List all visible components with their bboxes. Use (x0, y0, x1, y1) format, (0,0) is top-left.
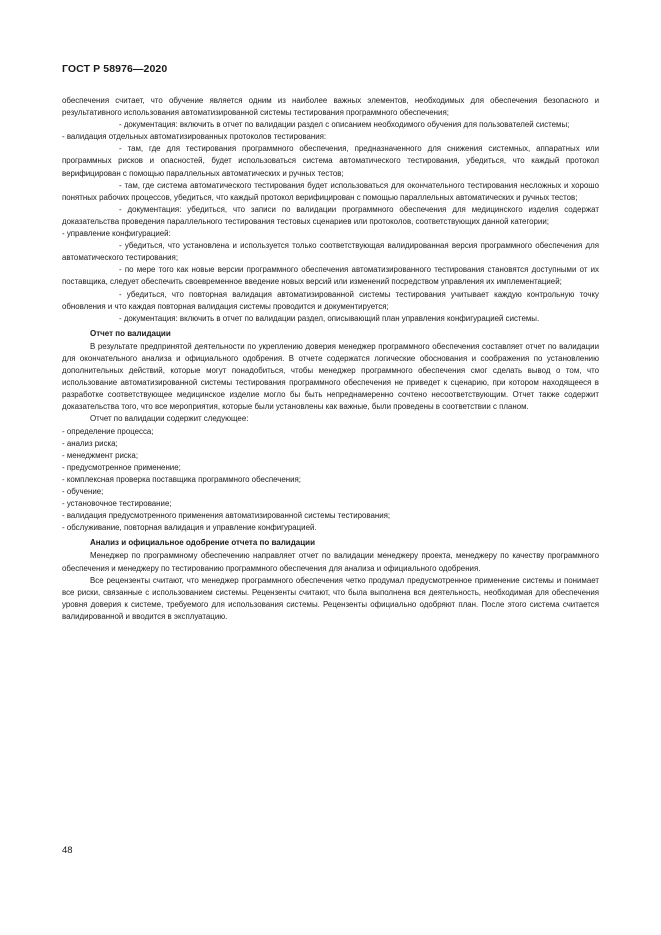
body-text (62, 95, 599, 623)
list-item: - убедиться, что повторная валидация автоматизированной системы тестирования учитывает каждую контрольную точку обновления и что каждая повторная валидация системы проводится и документируется; (62, 289, 599, 311)
section-heading: Анализ и официальное одобрение отчета по валидации (90, 538, 315, 548)
list-item: - обслуживание, повторная валидация и управление конфигурацией. (62, 523, 317, 533)
document-header: ГОСТ Р 58976—2020 (62, 63, 168, 75)
list-item: - предусмотренное применение; (62, 462, 181, 472)
list-item: - анализ риска; (62, 438, 118, 448)
list-item: - валидация отдельных автоматизированных протоколов тестирования: (62, 132, 327, 142)
list-item: - валидация предусмотренного применения автоматизированной системы тестирования; (62, 511, 391, 521)
list-item: - по мере того как новые версии программного обеспечения автоматизированного тестирования становятся доступными от их поставщика, следует обеспечить своевременное введение новых версий или изменений посредством управления их имплементацией; (62, 265, 599, 287)
paragraph: В результате предпринятой деятельности по укреплению доверия менеджер программного обеспечения составляет отчет по валидации для окончательного анализа и официального одобрения. В отчете содержатся логические обоснования и соображения по установлению дополнительных действий, которые могут понадобиться, чтобы менеджер программного обеспечения смог сделать вывод о том, что использование автоматизированной системы тестирования программного обеспечения не приведет к сценарию, при котором находящееся в разработке соответствующее медицинское изделие могло бы быть непреднамеренно сочтено несоответствующим. Отчет также содержит доказательства того, что все мероприятия, которые были установлены как важные, были проведены в соответствии с планом. (62, 341, 599, 412)
list-item: - там, где система автоматического тестирования будет использоваться для окончательного тестирования несложных и хорошо понятных рабочих процессов, убедиться, что каждый протокол верифицирован с помощью параллельных автоматических и ручных тестов; (62, 180, 599, 202)
list-item: - документация: включить в отчет по валидации раздел с описанием необходимого обучения для пользователей системы; (119, 120, 570, 130)
list-item: - определение процесса; (62, 426, 154, 436)
list-item: - документация: убедиться, что записи по валидации программного обеспечения для медицинского изделия содержат доказательства проведения параллельного тестирования тестовых сценариев или протоколов, соответствующих данной категории; (62, 204, 599, 226)
list-item: - управление конфигурацией: (62, 229, 171, 239)
paragraph: Менеджер по программному обеспечению направляет отчет по валидации менеджеру проекта, менеджеру по качеству программного обеспечения и менеджеру по тестированию программного обеспечения для анализа и официального одобрения. (62, 551, 599, 573)
list-item: - комплексная проверка поставщика программного обеспечения; (62, 474, 301, 484)
list-item: - установочное тестирование; (62, 499, 172, 509)
list-item: - обучение; (62, 487, 104, 496)
paragraph: Отчет по валидации содержит следующее: (90, 414, 249, 424)
list-item: - там, где для тестирования программного обеспечения, предназначенного для снижения системных, аппаратных или программных рисков и опасностей, будет использоваться система автоматического тестирования, убедиться, что каждый протокол верифицирован с помощью параллельных автоматических и ручных тестов; (62, 144, 599, 178)
list-item: - документация: включить в отчет по валидации раздел, описывающий план управления конфигурацией системы. (119, 313, 540, 323)
section-heading: Отчет по валидации (90, 328, 171, 338)
paragraph: обеспечения считает, что обучение является одним из наиболее важных элементов, необходимых для обеспечения безопасного и результативного использования автоматизированной системы тестирования программного обеспечения; (62, 96, 599, 118)
page-number: 48 (62, 845, 73, 856)
list-item: - менеджмент риска; (62, 450, 139, 460)
list-item: - убедиться, что установлена и используется только соответствующая валидированная версия программного обеспечения для автоматического тестирования; (62, 241, 599, 263)
paragraph: Все рецензенты считают, что менеджер программного обеспечения четко продумал предусмотренное применение системы и понимает все риски, связанные с использованием системы. Рецензенты считают, что была выполнена вся деятельность, необходимая для обеспечения уровня доверия к системе, требуемого для использования системы. Рецензенты официально одобряют план. После этого система считается валидированной и вводится в эксплуатацию. (62, 575, 599, 621)
